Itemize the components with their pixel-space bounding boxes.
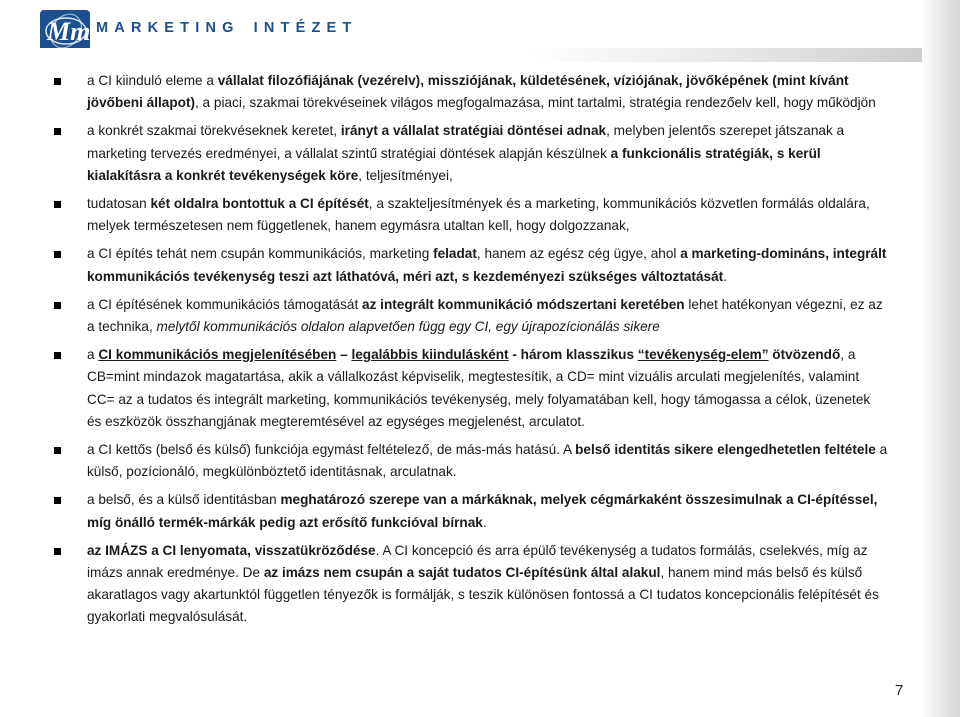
bullet-text-segment: feladat (433, 246, 477, 262)
brand-name (96, 20, 357, 36)
bullet-item (52, 344, 888, 433)
bullet-text-segment: , hanem az egész cég ügye, ahol (476, 246, 681, 262)
square-bullet-icon (54, 352, 61, 359)
bullet-text-segment: . (723, 268, 727, 284)
bullet-text-segment: tudatosan (87, 196, 151, 212)
bullet-text-segment: , a CB=mint mindazok magatartása, akik a vállalkozást képviselik, megtestesítik, a CD= mint vizuális arculati megjelenítés, valamint CC= az a tudatos és integrált marketing, kommunikációs tevékenység, mely folyamatában kell, hogy támogassa a célok, üzenetek és eszközök összhangjának megteremtésével az egységes megjelenést, arculatot. (87, 347, 871, 429)
bullet-text-segment: – (336, 347, 352, 363)
bullet-text-segment: a külső, pozícionáló, megkülönböztető identitásnak, arculatnak. (87, 442, 888, 480)
bullet-text-segment: , melyben jelentős szerepet játszanak a marketing tervezés eredményei, a vállalat szintű stratégiai döntések alapján készülnek (87, 123, 845, 161)
bullet-text-segment: , a szakteljesítmények és a marketing, kommunikációs közvetlen formálás oldalára, melyek természetesen nem függetlenek, hanem egymásra utaltan kell, hogy dolgozzanak, (87, 196, 870, 234)
bullet-item (52, 294, 888, 338)
header-gradient-band (0, 48, 960, 62)
bullet-text-segment: melytől kommunikációs oldalon alapvetően függ egy CI, egy újrapozícionálás sikere (156, 319, 660, 335)
bullet-text-segment: meghatározó szerepe van a márkáknak, melyek cégmárkaként összesimulnak a CI-építéssel, míg önálló termék-márkák pedig azt erősítő funkcióval bírnak (87, 492, 878, 530)
brand-word-intezet: INTÉZET (253, 20, 358, 36)
bullet-text-segment: irányt a vállalat stratégiai döntései adnak (340, 123, 607, 139)
bullet-text-segment: “tevékenység-elem” (637, 347, 769, 363)
bullet-text-segment: , a piaci, szakmai törekvéseinek világos megfogalmazása, mint tartalmi, stratégia rendezőelv kell, hogy működjön (195, 95, 876, 111)
bullet-item (52, 439, 888, 483)
bullet-text-segment: a funkcionális stratégiák, s kerül kialakításra a konkrét tevékenységek köre (87, 145, 821, 183)
bullet-text-segment: a marketing-domináns, integrált kommunikációs tevékenység teszi azt láthatóvá, méri azt, s kezdeményezi szükséges változtatását (87, 246, 887, 284)
square-bullet-icon (54, 251, 61, 258)
brand-word-marketing: MARKETING (96, 20, 240, 36)
bullet-text-segment: , hanem mind más belső és külső akaratlagos vagy akartunktól független tényezők is formálják, s teszik különösen fontossá a CI tudatos koncepcionális felépítését és gyakorlati megvalósulását. (87, 565, 879, 625)
bullet-text-segment: a CI építés tehát nem csupán kommunikációs, marketing (87, 246, 434, 262)
square-bullet-icon (54, 302, 61, 309)
page-number: 7 (895, 682, 904, 699)
bullet-item (52, 193, 888, 237)
square-bullet-icon (54, 78, 61, 85)
bullet-text-segment: a konkrét szakmai törekvéseknek keretet, (87, 123, 341, 139)
bullet-text-segment: . (482, 514, 487, 530)
bullet-item (52, 540, 888, 629)
bullet-list (52, 70, 888, 635)
square-bullet-icon (54, 201, 61, 208)
bullet-text-segment: CI kommunikációs megjelenítésében (98, 347, 337, 363)
bullet-text-segment: a (87, 347, 99, 363)
bullet-text-segment: ötvözendő (768, 347, 841, 363)
bullet-text-segment: két oldalra bontottuk a CI építését (150, 196, 369, 212)
bullet-text-segment: az integrált kommunikáció módszertani keretében (362, 296, 685, 312)
header (0, 0, 960, 60)
logo (40, 10, 90, 52)
bullet-text-segment: - három klasszikus (508, 347, 638, 363)
bullet-text-segment: a CI kiinduló eleme a (87, 73, 218, 88)
bullet-text-segment: a CI építésének kommunikációs támogatását (87, 296, 363, 312)
logo-letters: Mm (47, 17, 90, 46)
bullet-text-segment: az imázs nem csupán a saját tudatos CI-építésünk által alakul (263, 565, 661, 581)
bullet-text-segment: a belső, és a külső identitásban (87, 492, 281, 508)
bullet-text-segment: vállalat filozófiájának (vezérelv), missziójának, küldetésének, víziójának, jövőképének (mint kívánt jövőbeni állapot) (87, 73, 849, 111)
side-decoration (922, 0, 960, 717)
square-bullet-icon (54, 447, 61, 454)
bullet-text-segment: a CI kettős (belső és külső) funkciója egymást feltételező, de más-más hatású. A (87, 442, 576, 458)
bullet-text-segment: , teljesítményei, (358, 167, 453, 183)
square-bullet-icon (54, 497, 61, 504)
bullet-text-segment: lehet hatékonyan végezni, ez az a technika, (87, 296, 883, 335)
square-bullet-icon (54, 548, 61, 555)
bullet-text-segment: legalábbis kiindulásként (351, 347, 509, 363)
bullet-item (52, 489, 888, 533)
logo-mark-icon (40, 10, 90, 52)
bullet-text-segment: az IMÁZS a CI lenyomata, visszatükröződése (87, 542, 376, 558)
bullet-item (52, 70, 888, 114)
bullet-item (52, 243, 888, 287)
bullet-text-segment: belső identitás sikere elengedhetetlen feltétele (575, 442, 876, 458)
bullet-item (52, 120, 888, 187)
bullet-text-segment: . A CI koncepció és arra épülő tevékenység a tudatos formálás, cselekvés, míg az imázs annak eredménye. De (87, 542, 868, 581)
square-bullet-icon (54, 128, 61, 135)
